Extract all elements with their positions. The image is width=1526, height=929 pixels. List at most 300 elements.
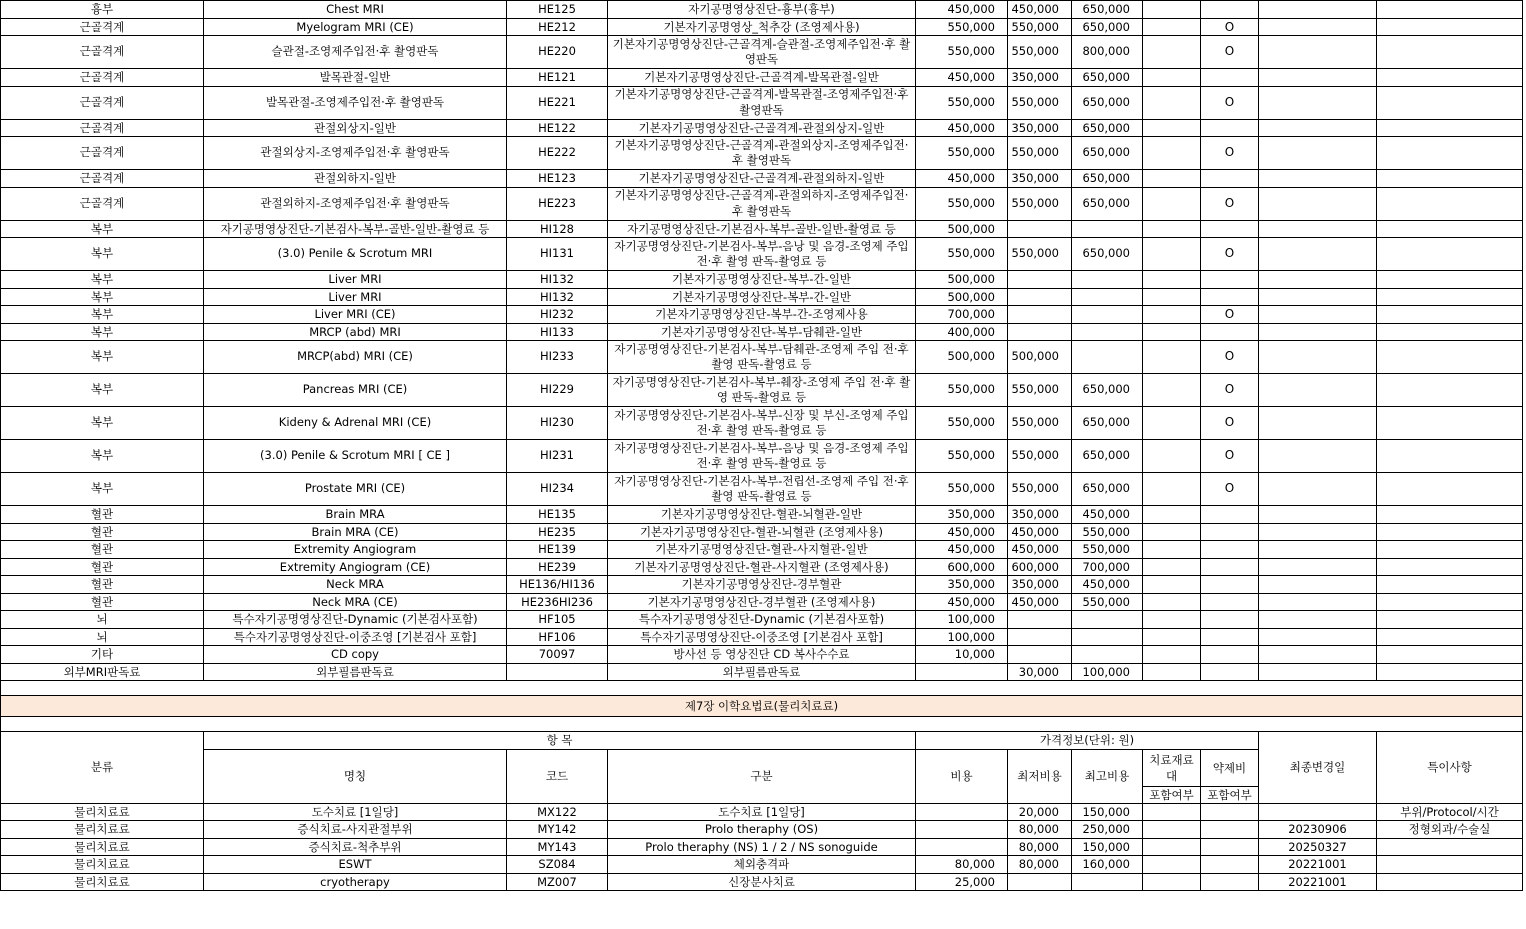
cell-name: 증식치료-사지관절부위	[204, 821, 507, 839]
table-row	[1, 306, 1523, 324]
cell-min: 550,000	[1008, 238, 1072, 271]
cell-max: 650,000	[1072, 18, 1143, 36]
cell-code: HE212	[507, 18, 608, 36]
cell-desc: 기본자기공명영상진단-근골격계-관절외하지-조영제주입전·후 촬영판독	[608, 187, 916, 220]
cell-name: Myelogram MRI (CE)	[204, 18, 507, 36]
cell-code: HE139	[507, 541, 608, 559]
cell-note	[1377, 220, 1523, 238]
cell-min	[1008, 323, 1072, 341]
cell-drug	[1201, 646, 1259, 664]
cell-mat	[1143, 440, 1201, 473]
cell-note	[1377, 374, 1523, 407]
cell-min: 450,000	[1008, 1, 1072, 19]
cell-note	[1377, 646, 1523, 664]
cell-desc: 도수치료 [1일당]	[608, 803, 916, 821]
section-physio	[1, 681, 1523, 804]
cell-max: 450,000	[1072, 576, 1143, 594]
cell-mat	[1143, 646, 1201, 664]
cell-note	[1377, 873, 1523, 891]
cell-cat: 근골격계	[1, 137, 204, 170]
cell-mat	[1143, 1, 1201, 19]
cell-cat: 복부	[1, 306, 204, 324]
cell-min: 350,000	[1008, 69, 1072, 87]
cell-desc: 기본자기공명영상_척추강 (조영제사용)	[608, 18, 916, 36]
cell-cat: 복부	[1, 407, 204, 440]
cell-code: HI133	[507, 323, 608, 341]
header-price-group: 가격정보(단위: 원)	[916, 732, 1259, 750]
cell-min: 550,000	[1008, 473, 1072, 506]
cell-drug	[1201, 611, 1259, 629]
cell-min: 450,000	[1008, 541, 1072, 559]
cell-name: 관절외상지-조영제주입전·후 촬영판독	[204, 137, 507, 170]
cell-date	[1259, 628, 1377, 646]
cell-desc: 신장분사치료	[608, 873, 916, 891]
cell-code: HE123	[507, 170, 608, 188]
cell-name: 관절외하지-일반	[204, 170, 507, 188]
cell-code: HE236HI236	[507, 593, 608, 611]
table-row	[1, 137, 1523, 170]
table-row	[1, 506, 1523, 524]
cell-note	[1377, 473, 1523, 506]
cell-desc: 체외충격파	[608, 856, 916, 874]
cell-max: 650,000	[1072, 473, 1143, 506]
cell-mat	[1143, 407, 1201, 440]
cell-mat	[1143, 558, 1201, 576]
cell-desc: 기본자기공명영상진단-혈관-뇌혈관-일반	[608, 506, 916, 524]
cell-max: 450,000	[1072, 506, 1143, 524]
cell-note	[1377, 86, 1523, 119]
cell-mat	[1143, 821, 1201, 839]
cell-note	[1377, 119, 1523, 137]
table-row	[1, 86, 1523, 119]
cell-date	[1259, 558, 1377, 576]
cell-mat	[1143, 341, 1201, 374]
cell-mat	[1143, 611, 1201, 629]
cell-name: 특수자기공명영상진단-Dynamic (기본검사포함)	[204, 611, 507, 629]
table-row	[1, 523, 1523, 541]
cell-date	[1259, 541, 1377, 559]
cell-price: 500,000	[916, 288, 1008, 306]
cell-mat	[1143, 506, 1201, 524]
cell-price: 400,000	[916, 323, 1008, 341]
cell-note	[1377, 576, 1523, 594]
header-item-group: 항 목	[204, 732, 916, 750]
cell-cat: 근골격계	[1, 187, 204, 220]
cell-desc: 자기공명영상진단-흉부(흉부)	[608, 1, 916, 19]
cell-date	[1259, 341, 1377, 374]
table-row	[1, 220, 1523, 238]
cell-name: Liver MRI	[204, 288, 507, 306]
cell-max: 550,000	[1072, 593, 1143, 611]
cell-max: 100,000	[1072, 663, 1143, 681]
cell-cat: 물리치료료	[1, 856, 204, 874]
cell-min: 450,000	[1008, 523, 1072, 541]
cell-price	[916, 838, 1008, 856]
cell-mat	[1143, 86, 1201, 119]
cell-note	[1377, 611, 1523, 629]
cell-code: MY142	[507, 821, 608, 839]
cell-desc: 특수자기공명영상진단-Dynamic (기본검사포함)	[608, 611, 916, 629]
cell-name: 증식치료-척추부위	[204, 838, 507, 856]
cell-note: 부위/Protocol/시간	[1377, 803, 1523, 821]
cell-max: 700,000	[1072, 558, 1143, 576]
cell-desc: 자기공명영상진단-기본검사-복부-음낭 및 음경-조영제 주입 전·후 촬영 판독-촬영료 등	[608, 238, 916, 271]
cell-note	[1377, 407, 1523, 440]
table-row	[1, 440, 1523, 473]
cell-drug	[1201, 119, 1259, 137]
cell-note	[1377, 170, 1523, 188]
cell-desc: 기본자기공명영상진단-복부-간-조영제사용	[608, 306, 916, 324]
cell-max: 650,000	[1072, 187, 1143, 220]
cell-date	[1259, 86, 1377, 119]
cell-desc: 기본자기공명영상진단-혈관-사지혈관-일반	[608, 541, 916, 559]
cell-note	[1377, 558, 1523, 576]
cell-name: Brain MRA (CE)	[204, 523, 507, 541]
cell-cat: 근골격계	[1, 36, 204, 69]
cell-mat	[1143, 541, 1201, 559]
cell-date	[1259, 187, 1377, 220]
cell-code: MZ007	[507, 873, 608, 891]
cell-name: 도수치료 [1일당]	[204, 803, 507, 821]
cell-date	[1259, 271, 1377, 289]
cell-desc: 자기공명영상진단-기본검사-복부-음낭 및 음경-조영제 주입 전·후 촬영 판독-촬영료 등	[608, 440, 916, 473]
table-row	[1, 838, 1523, 856]
cell-mat	[1143, 374, 1201, 407]
header-price: 비용	[916, 749, 1008, 803]
cell-note	[1377, 69, 1523, 87]
cell-max: 800,000	[1072, 36, 1143, 69]
cell-desc: 기본자기공명영상진단-근골격계-관절외상지-일반	[608, 119, 916, 137]
cell-name: Brain MRA	[204, 506, 507, 524]
cell-min: 550,000	[1008, 18, 1072, 36]
cell-desc: 기본자기공명영상진단-근골격계-슬관절-조영제주입전·후 촬영판독	[608, 36, 916, 69]
cell-note	[1377, 238, 1523, 271]
cell-desc: 기본자기공명영상진단-복부-간-일반	[608, 271, 916, 289]
cell-note: 정형외과/수술실	[1377, 821, 1523, 839]
cell-desc: 자기공명영상진단-기본검사-복부-신장 및 부신-조영제 주입 전·후 촬영 판독-촬영료 등	[608, 407, 916, 440]
cell-date	[1259, 137, 1377, 170]
header-min: 최저비용	[1008, 749, 1072, 803]
cell-name: 외부필름판독료	[204, 663, 507, 681]
cell-name: Pancreas MRI (CE)	[204, 374, 507, 407]
cell-code: HE221	[507, 86, 608, 119]
table-row	[1, 18, 1523, 36]
cell-date	[1259, 238, 1377, 271]
cell-mat	[1143, 271, 1201, 289]
cell-code: HF105	[507, 611, 608, 629]
cell-mat	[1143, 576, 1201, 594]
table-row	[1, 323, 1523, 341]
cell-mat	[1143, 187, 1201, 220]
cell-desc: 기본자기공명영상진단-복부-간-일반	[608, 288, 916, 306]
cell-note	[1377, 187, 1523, 220]
cell-price: 80,000	[916, 856, 1008, 874]
cell-note	[1377, 838, 1523, 856]
cell-drug	[1201, 523, 1259, 541]
cell-note	[1377, 271, 1523, 289]
cell-min: 550,000	[1008, 86, 1072, 119]
cell-desc: 자기공명영상진단-기본검사-복부-골반-일반-촬영료 등	[608, 220, 916, 238]
cell-desc: 기본자기공명영상진단-경부혈관	[608, 576, 916, 594]
cell-name: 발목관절-조영제주입전·후 촬영판독	[204, 86, 507, 119]
cell-note	[1377, 18, 1523, 36]
cell-drug	[1201, 663, 1259, 681]
cell-name: cryotherapy	[204, 873, 507, 891]
cell-min: 80,000	[1008, 838, 1072, 856]
cell-mat	[1143, 220, 1201, 238]
cell-name: 발목관절-일반	[204, 69, 507, 87]
cell-code	[507, 663, 608, 681]
cell-date	[1259, 407, 1377, 440]
cell-desc: 기본자기공명영상진단-근골격계-발목관절-조영제주입전·후 촬영판독	[608, 86, 916, 119]
cell-min: 350,000	[1008, 170, 1072, 188]
cell-min: 500,000	[1008, 341, 1072, 374]
cell-drug	[1201, 170, 1259, 188]
cell-max	[1072, 271, 1143, 289]
cell-drug: O	[1201, 18, 1259, 36]
cell-drug	[1201, 69, 1259, 87]
cell-drug	[1201, 593, 1259, 611]
cell-min: 550,000	[1008, 187, 1072, 220]
cell-price: 450,000	[916, 1, 1008, 19]
cell-min	[1008, 306, 1072, 324]
table-row	[1, 803, 1523, 821]
cell-code: HI233	[507, 341, 608, 374]
cell-mat	[1143, 473, 1201, 506]
cell-code: HE136/HI136	[507, 576, 608, 594]
cell-note	[1377, 856, 1523, 874]
cell-date: 20221001	[1259, 873, 1377, 891]
cell-date: 20250327	[1259, 838, 1377, 856]
cell-cat: 혈관	[1, 576, 204, 594]
cell-desc: 기본자기공명영상진단-복부-담췌관-일반	[608, 323, 916, 341]
cell-name: MRCP(abd) MRI (CE)	[204, 341, 507, 374]
table-row	[1, 856, 1523, 874]
cell-mat	[1143, 323, 1201, 341]
cell-mat	[1143, 170, 1201, 188]
cell-code: HE235	[507, 523, 608, 541]
cell-cat: 복부	[1, 341, 204, 374]
cell-cat: 근골격계	[1, 170, 204, 188]
cell-price: 550,000	[916, 86, 1008, 119]
cell-name: 슬관절-조영제주입전·후 촬영판독	[204, 36, 507, 69]
cell-price: 550,000	[916, 18, 1008, 36]
cell-max: 650,000	[1072, 69, 1143, 87]
header-code: 코드	[507, 749, 608, 803]
cell-drug: O	[1201, 187, 1259, 220]
cell-desc: Prolo theraphy (NS) 1 / 2 / NS sonoguide	[608, 838, 916, 856]
cell-min: 550,000	[1008, 137, 1072, 170]
table-row	[1, 288, 1523, 306]
cell-price: 550,000	[916, 407, 1008, 440]
cell-price: 500,000	[916, 341, 1008, 374]
cell-mat	[1143, 663, 1201, 681]
cell-date	[1259, 803, 1377, 821]
cell-note	[1377, 323, 1523, 341]
cell-date	[1259, 119, 1377, 137]
cell-note	[1377, 36, 1523, 69]
cell-name: Neck MRA (CE)	[204, 593, 507, 611]
cell-desc: 방사선 등 영상진단 CD 복사수수료	[608, 646, 916, 664]
cell-date	[1259, 69, 1377, 87]
cell-code: HI131	[507, 238, 608, 271]
cell-drug: O	[1201, 341, 1259, 374]
cell-code: HF106	[507, 628, 608, 646]
cell-code: HE122	[507, 119, 608, 137]
cell-name: Kideny & Adrenal MRI (CE)	[204, 407, 507, 440]
cell-min: 550,000	[1008, 36, 1072, 69]
cell-cat: 혈관	[1, 523, 204, 541]
cell-cat: 혈관	[1, 506, 204, 524]
cell-max	[1072, 611, 1143, 629]
cell-cat: 근골격계	[1, 69, 204, 87]
cell-code: HI128	[507, 220, 608, 238]
cell-drug: O	[1201, 137, 1259, 170]
cell-cat: 복부	[1, 271, 204, 289]
header-name: 명칭	[204, 749, 507, 803]
cell-mat	[1143, 523, 1201, 541]
cell-cat: 뇌	[1, 628, 204, 646]
cell-drug	[1201, 288, 1259, 306]
cell-code: HE121	[507, 69, 608, 87]
cell-max: 650,000	[1072, 238, 1143, 271]
cell-cat: 복부	[1, 440, 204, 473]
table-row	[1, 646, 1523, 664]
cell-cat: 혈관	[1, 593, 204, 611]
cell-min: 30,000	[1008, 663, 1072, 681]
cell-min: 350,000	[1008, 119, 1072, 137]
table-row	[1, 663, 1523, 681]
cell-cat: 복부	[1, 288, 204, 306]
table-row	[1, 821, 1523, 839]
table-row	[1, 36, 1523, 69]
cell-min: 550,000	[1008, 407, 1072, 440]
cell-cat: 복부	[1, 220, 204, 238]
cell-mat	[1143, 628, 1201, 646]
cell-min	[1008, 220, 1072, 238]
cell-desc: 기본자기공명영상진단-근골격계-관절외하지-일반	[608, 170, 916, 188]
cell-mat	[1143, 18, 1201, 36]
cell-cat: 물리치료료	[1, 873, 204, 891]
cell-name: 관절외하지-조영제주입전·후 촬영판독	[204, 187, 507, 220]
cell-date	[1259, 36, 1377, 69]
cell-date	[1259, 440, 1377, 473]
cell-code: HE239	[507, 558, 608, 576]
cell-max: 650,000	[1072, 440, 1143, 473]
cell-code: HI234	[507, 473, 608, 506]
table-row	[1, 873, 1523, 891]
header-row-1	[1, 732, 1523, 750]
physio-rows	[1, 803, 1523, 891]
cell-drug	[1201, 856, 1259, 874]
cell-min	[1008, 628, 1072, 646]
cell-mat	[1143, 288, 1201, 306]
cell-date	[1259, 593, 1377, 611]
cell-price: 550,000	[916, 137, 1008, 170]
cell-drug: O	[1201, 238, 1259, 271]
cell-mat	[1143, 69, 1201, 87]
table-row	[1, 558, 1523, 576]
cell-min: 550,000	[1008, 374, 1072, 407]
cell-date: 20230906	[1259, 821, 1377, 839]
cell-mat	[1143, 803, 1201, 821]
cell-name: CD copy	[204, 646, 507, 664]
cell-max: 650,000	[1072, 170, 1143, 188]
table-row	[1, 407, 1523, 440]
cell-mat	[1143, 238, 1201, 271]
cell-min	[1008, 271, 1072, 289]
cell-cat: 물리치료료	[1, 821, 204, 839]
cell-note	[1377, 593, 1523, 611]
cell-price: 10,000	[916, 646, 1008, 664]
cell-drug: O	[1201, 306, 1259, 324]
cell-price: 550,000	[916, 187, 1008, 220]
cell-drug	[1201, 628, 1259, 646]
cell-code: HE125	[507, 1, 608, 19]
cell-price: 500,000	[916, 271, 1008, 289]
cell-date	[1259, 306, 1377, 324]
section-title: 제7장 이학요법료(물리치료료)	[1, 696, 1523, 717]
cell-min: 80,000	[1008, 821, 1072, 839]
cell-max	[1072, 288, 1143, 306]
header-included2: 포함여부	[1201, 786, 1259, 803]
cell-date	[1259, 220, 1377, 238]
cell-mat	[1143, 593, 1201, 611]
cell-price: 100,000	[916, 628, 1008, 646]
header-max: 최고비용	[1072, 749, 1143, 803]
cell-price: 100,000	[916, 611, 1008, 629]
cell-min	[1008, 611, 1072, 629]
cell-date: 20221001	[1259, 856, 1377, 874]
cell-name: Chest MRI	[204, 1, 507, 19]
cell-note	[1377, 506, 1523, 524]
cell-price: 700,000	[916, 306, 1008, 324]
cell-cat: 기타	[1, 646, 204, 664]
cell-mat	[1143, 119, 1201, 137]
cell-name: (3.0) Penile & Scrotum MRI [ CE ]	[204, 440, 507, 473]
cell-date	[1259, 506, 1377, 524]
cell-note	[1377, 1, 1523, 19]
cell-date	[1259, 323, 1377, 341]
header-drug: 약제비	[1201, 749, 1259, 786]
cell-cat: 혈관	[1, 541, 204, 559]
cell-name: Extremity Angiogram	[204, 541, 507, 559]
cell-note	[1377, 663, 1523, 681]
cell-mat	[1143, 873, 1201, 891]
cell-price: 450,000	[916, 593, 1008, 611]
table-row	[1, 541, 1523, 559]
mri-rows	[1, 1, 1523, 681]
cell-max: 650,000	[1072, 86, 1143, 119]
cell-max: 650,000	[1072, 374, 1143, 407]
cell-code: MY143	[507, 838, 608, 856]
cell-price: 450,000	[916, 170, 1008, 188]
cell-code: SZ084	[507, 856, 608, 874]
cell-drug: O	[1201, 374, 1259, 407]
cell-mat	[1143, 36, 1201, 69]
cell-drug	[1201, 506, 1259, 524]
table-row	[1, 628, 1523, 646]
cell-drug	[1201, 323, 1259, 341]
cell-code: HI231	[507, 440, 608, 473]
cell-price: 550,000	[916, 374, 1008, 407]
cell-mat	[1143, 856, 1201, 874]
cell-mat	[1143, 137, 1201, 170]
cell-cat: 복부	[1, 238, 204, 271]
cell-date	[1259, 473, 1377, 506]
cell-mat	[1143, 306, 1201, 324]
cell-max: 150,000	[1072, 838, 1143, 856]
